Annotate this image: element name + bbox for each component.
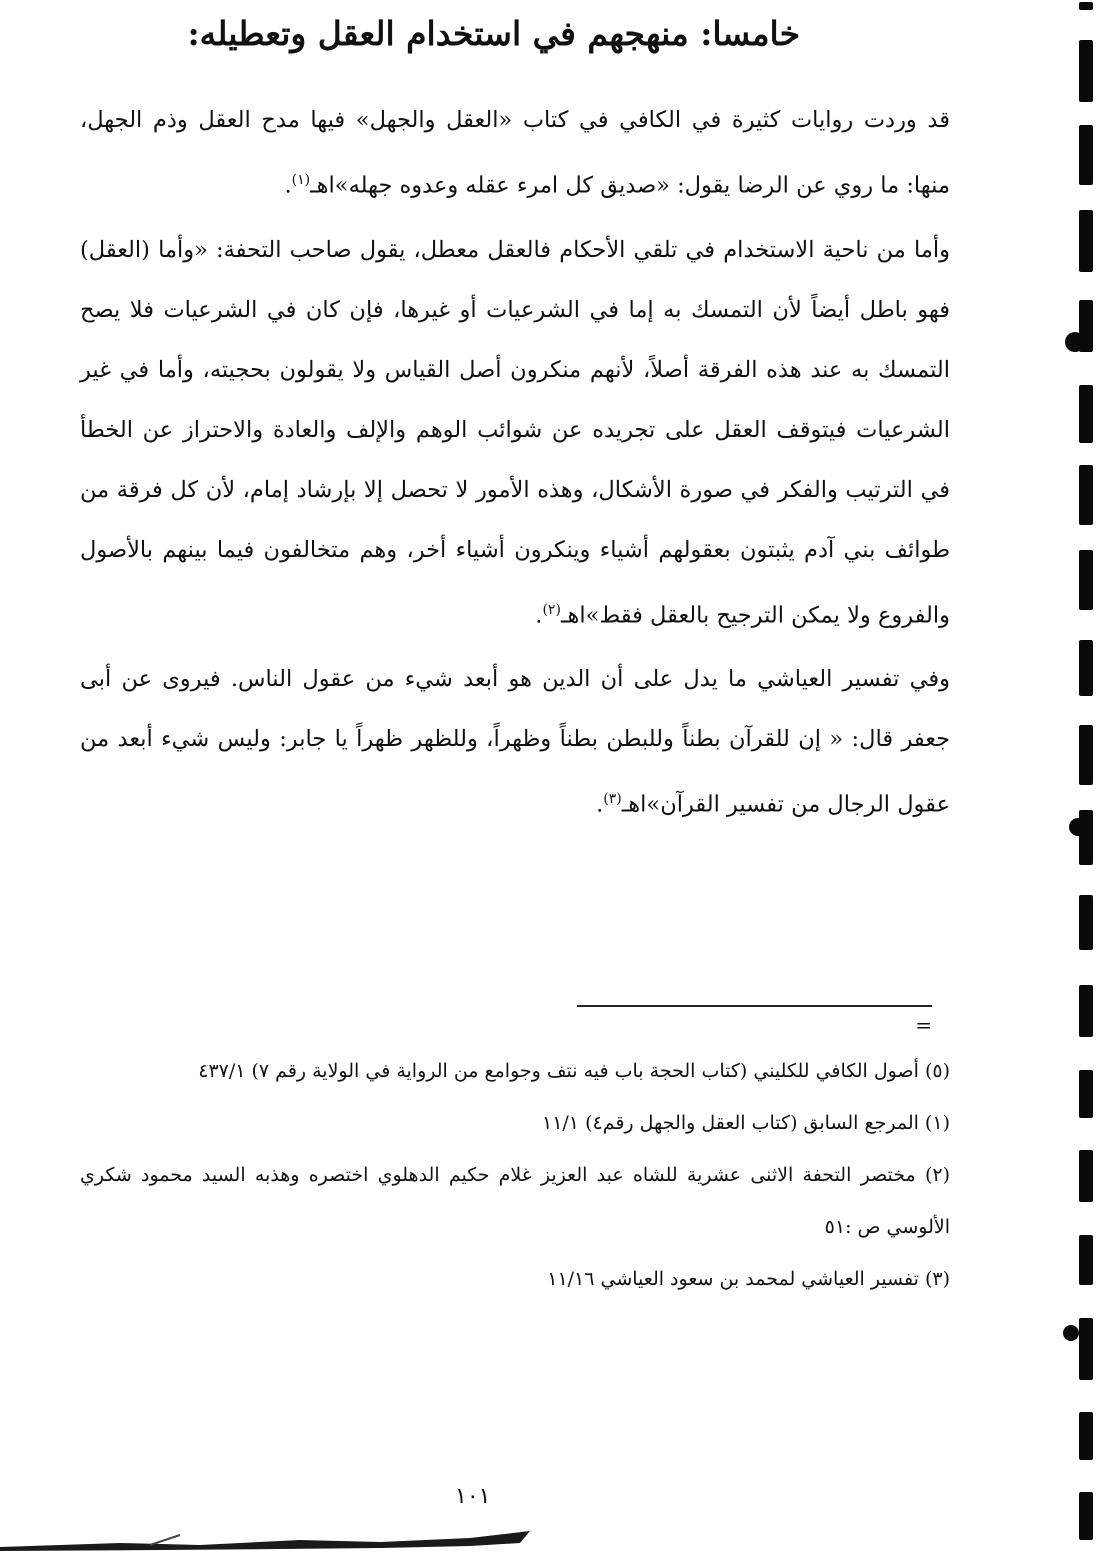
binding-mark [1079,725,1093,785]
binding-edge [1061,0,1099,1553]
footnote-item: (٣) تفسير العياشي لمحمد بن سعود العياشي ١١/١٦ [547,1268,950,1290]
binding-mark [1079,1070,1093,1118]
binding-mark [1079,40,1093,102]
paragraph-end: . [284,172,292,199]
binding-mark [1079,385,1093,443]
page-title: خامسا: منهجهم في استخدام العقل وتعطيله: [187,14,800,53]
binding-mark [1079,550,1093,610]
binding-mark [1079,1412,1093,1460]
binding-dot [1065,332,1085,352]
paragraph-1 [80,90,950,216]
binding-mark [1079,1318,1093,1380]
binding-dot [1069,818,1087,836]
binding-mark [1079,465,1093,525]
paragraph-end: . [596,791,604,818]
binding-mark [1079,985,1093,1037]
paragraph-text: وأما من ناحية الاستخدام في تلقي الأحكام فالعقل معطل، يقول صاحب التحفة: «وأما (العقل) فهو باطل أيضاً لأن التمسك به إما في الشرعيات أو غيرها، فإن كان في الشرعيات فلا يصح التمسك به عند هذه الفرقة أصلاً، لأنهم منكرون أصل القياس ولا يقولون بحجيته، وأما في غير الشرعيات فيتوقف العقل على تجريده عن شوائب الوهم والإلف والعادة والاحتراز عن الخطأ في الترتيب والفكر في صورة الأشكال، وهذه الأمور لا تحصل إلا بإرشاد إمام، لأن كل فرقة من طوائف بني آدم يثبتون بعقولهم أشياء وينكرون أشياء أخر، وهم متخالفون فيما بينهم بالأصول والفروع ولا يمكن الترجيح بالعقل فقط»اهـ [80,236,950,628]
footnote-item: (٥) أصول الكافي للكليني (كتاب الحجة باب فيه نتف وجوامع من الرواية في الولاية رقم ٧) ٤٣٧/١ [198,1060,950,1082]
footnote-reference: (١) [291,172,311,188]
footnote-divider [577,1005,932,1007]
binding-mark [1079,1150,1093,1202]
binding-mark [1079,1492,1093,1540]
binding-mark [1079,1235,1093,1285]
paragraph-3 [80,649,950,835]
footnote-reference: (٣) [603,791,622,807]
footnote-reference: (٢) [542,601,561,618]
binding-mark [1079,895,1093,950]
binding-dot [1063,1325,1079,1341]
footnote-item: (٢) مختصر التحفة الاثنى عشرية للشاه عبد العزيز غلام حكيم الدهلوي اختصره وهذبه السيد محمود شكري الألوسي ص :٥١ [80,1164,950,1238]
footnote-marker: = [915,1013,932,1037]
paragraph-end: . [535,602,543,628]
footnote-item: (١) المرجع السابق (كتاب العقل والجهل رقم٤) ١١/١ [542,1112,950,1134]
paragraph-2 [80,220,950,646]
paragraph-text: قد وردت روايات كثيرة في الكافي في كتاب «العقل والجهل» فيها مدح العقل وذم الجهل، منها: ما روي عن الرضا يقول: «صديق كل امرء عقله وعدوه جهله»اهـ [80,107,950,199]
page-number: ١٠١ [455,1484,491,1509]
binding-mark [1079,2,1093,10]
paragraph-text: وفي تفسير العياشي ما يدل على أن الدين هو أبعد شيء من عقول الناس. فيروى عن أبى جعفر قال: « إن للقرآن بطناً وللبطن بطناً وظهراً، وللظهر ظهراً يا جابر: وليس شيء أبعد من عقول الرجال من تفسير القرآن»اهـ [80,666,950,818]
binding-mark [1079,210,1093,272]
footnotes [80,1045,950,1305]
binding-mark [1079,125,1093,185]
binding-mark [1079,640,1093,696]
scan-edge-artifact [0,1513,560,1553]
body-text [80,90,950,839]
